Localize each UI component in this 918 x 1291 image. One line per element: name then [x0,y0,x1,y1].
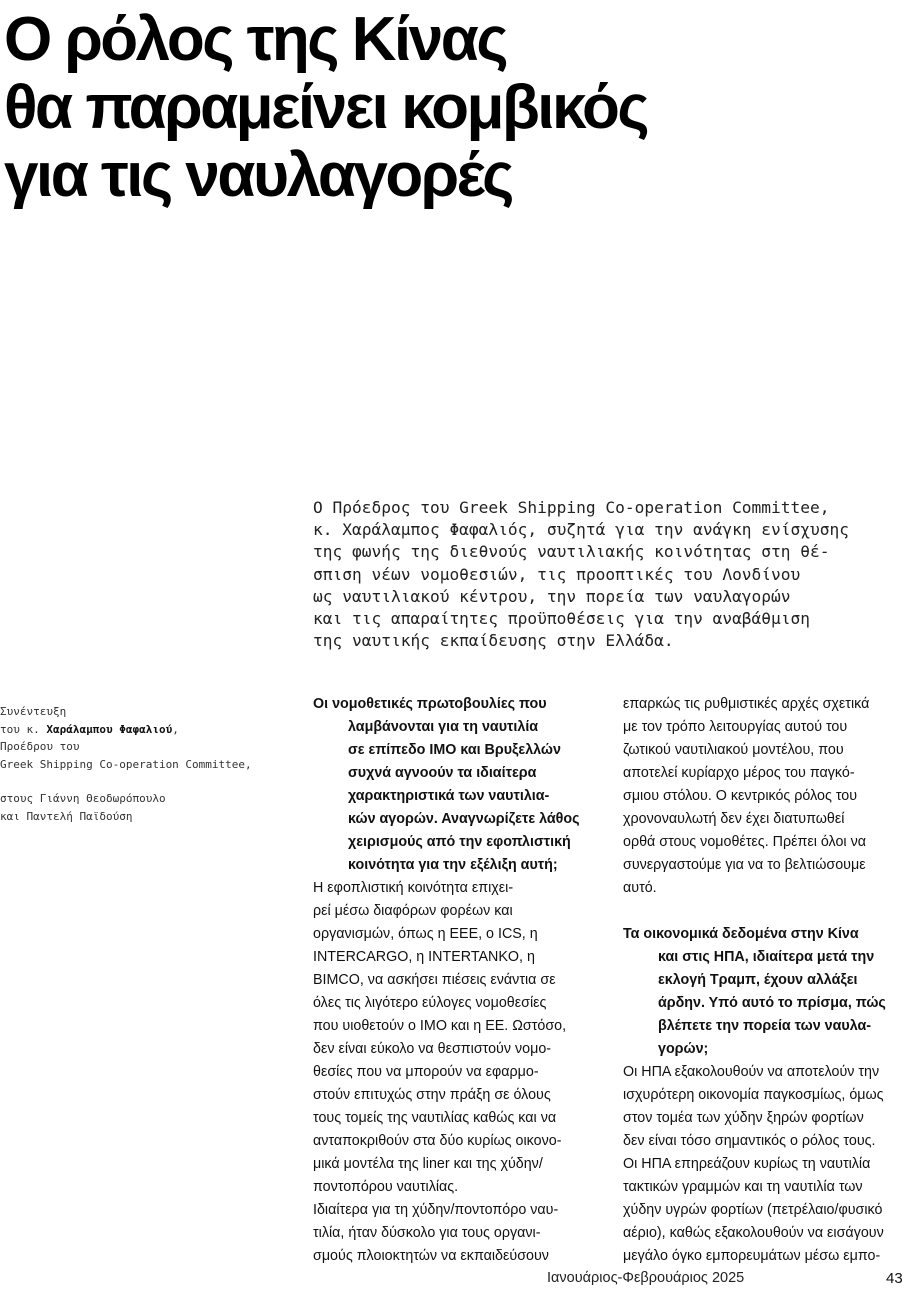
answer-line: μικά μοντέλα της liner και της χύδην/ [313,1156,543,1172]
answer-line: αποτελεί κυρίαρχο μέρος του παγκό- [623,765,855,781]
answer-1 [313,877,601,1199]
headline-line: Ο ρόλος της Κίνας [4,5,507,74]
interview-credits [0,703,290,825]
lede-line: κ. Χαράλαμπος Φαφαλιός, συζητά για την ανάγκη ενίσχυσης [313,520,850,540]
question-line: σε επίπεδο ΙΜΟ και Βρυξελλών [348,742,561,758]
question-line: και στις ΗΠΑ, ιδιαίτερα μετά την [658,949,875,965]
question-line: εκλογή Τραμπ, έχουν αλλάξει [658,972,858,988]
answer-line: τιλία, ήταν δύσκολο για τους οργανι- [313,1225,541,1241]
answer-line: INTERCARGO, η INTERTANKO, η [313,949,535,965]
answer-line: με τον τρόπο λειτουργίας αυτού του [623,719,848,735]
answer-line: ορθά στους νομοθέτες. Πρέπει όλοι να [623,834,866,850]
answer-line: δεν είναι εύκολο να θεσπιστούν νομο- [313,1041,552,1057]
answer-line: τους τομείς της ναυτιλίας καθώς και να [313,1110,557,1126]
answer-line: θεσίες που να μπορούν να εφαρμο- [313,1064,539,1080]
answer-line: τακτικών γραμμών και τη ναυτιλία των [623,1179,863,1195]
question-line: χειρισμούς από την εφοπλιστική [348,834,571,850]
answer-line: αέριο), καθώς εξακολουθούν να εισάγουν [623,1225,884,1241]
answer-line: αυτό. [623,880,657,896]
credits-line: Προέδρου του [0,740,80,753]
answer-line: ζωτικού ναυτιλιακού μοντέλου, που [623,742,844,758]
answer-line: Η εφοπλιστική κοινότητα επιχει- [313,880,514,896]
question-line: κών αγορών. Αναγνωρίζετε λάθος [348,811,580,827]
question-line: άρδην. Υπό αυτό το πρίσμα, πώς [658,995,886,1011]
lede-line: και τις απαραίτητες προϋποθέσεις για την αναβάθμιση [313,609,811,629]
credits-line: στους Γιάννη Θεοδωρόπουλο [0,792,166,805]
answer-line: δεν είναι τόσο σημαντικός ο ρόλος τους. [623,1133,876,1149]
answer-line: μεγάλο όγκο εμπορευμάτων μέσω εμπο- [623,1248,881,1264]
answer-line: Οι ΗΠΑ επηρεάζουν κυρίως τη ναυτιλία [623,1156,871,1172]
answer-line: συνεργαστούμε για να το βελτιώσουμε [623,857,866,873]
answer-line: σμούς πλοιοκτητών να εκπαιδεύσουν [313,1248,549,1264]
credits-gap [0,773,290,790]
answer-line: οργανισμών, όπως η ΕΕΕ, ο ICS, η [313,926,538,942]
answer-line: στούν επιτυχώς στην πράξη σε όλους [313,1087,551,1103]
lede-line: ως ναυτιλιακού κέντρου, την πορεία των ναυλαγορών [313,586,791,606]
question-line: γορών; [658,1041,709,1057]
credits-line: και Παντελή Παϊδούση [0,809,133,823]
answer-line: που υιοθετούν ο ΙΜΟ και η ΕΕ. Ωστόσο, [313,1018,567,1034]
credits-line: του κ. Χαράλαμπου Φαφαλιού, [0,722,179,736]
question-line: Τα οικονομικά δεδομένα στην Κίνα [623,926,859,942]
credits-line: Greek Shipping Co-operation Committee, [0,757,252,771]
lede-line: σπιση νέων νομοθεσιών, τις προοπτικές του Λονδίνου [313,564,801,584]
answer-line: Οι ΗΠΑ εξακολουθούν να αποτελούν την [623,1064,880,1080]
answer-line: ποντοπόρου ναυτιλίας. [313,1179,459,1195]
credits-line: Συνέντευξη [0,705,67,718]
answer-line: επαρκώς τις ρυθμιστικές αρχές σχετικά [623,696,870,712]
question-line: χαρακτηριστικά των ναυτιλια- [348,788,550,804]
answer-line: BIMCO, να ασκήσει πιέσεις ενάντια σε [313,972,556,988]
question-line: λαμβάνονται για τη ναυτιλία [348,719,539,735]
interviewee-name: Χαράλαμπου Φαφαλιού [46,722,173,736]
answer-1-end [623,693,911,900]
headline [4,6,904,210]
page-number: 43 [886,1270,903,1287]
paragraph-gap [623,900,911,923]
answer-line: σμιου στόλου. Ο κεντρικός ρόλος του [623,788,858,804]
answer-line: χρονοναυλωτή δεν έχει διατυπωθεί [623,811,845,827]
headline-line: θα παραμείνει κομβικός [4,73,648,142]
answer-line: στον τομέα των χύδην ξηρών φορτίων [623,1110,864,1126]
headline-line: για τις ναυλαγορές [4,141,512,210]
question-2 [623,923,911,1061]
answer-line: ρεί μέσω διαφόρων φορέων και [313,903,513,919]
question-line: κοινότητα για την εξέλιξη αυτή; [348,857,558,873]
lede-line: της ναυτικής εκπαίδευσης στην Ελλάδα. [313,631,674,651]
answer-line: Ιδιαίτερα για τη χύδην/ποντοπόρο ναυ- [313,1202,559,1218]
lede-paragraph [313,497,905,652]
answer-line: όλες τις λιγότερο εύλογες νομοθεσίες [313,995,547,1011]
issue-date: Ιανουάριος-Φεβρουάριος 2025 [547,1270,745,1286]
answer-line: ανταποκριθούν στα δύο κυρίως οικονο- [313,1133,562,1149]
question-1 [313,693,601,877]
question-line: συχνά αγνοούν τα ιδιαίτερα [348,765,537,781]
answer-2 [623,1061,911,1268]
lede-line: Ο Πρόεδρος του Greek Shipping Co-operation Committee, [313,498,830,517]
question-line: Οι νομοθετικές πρωτοβουλίες που [313,696,547,712]
answer-line: χύδην υγρών φορτίων (πετρέλαιο/φυσικό [623,1202,883,1218]
answer-1-continued [313,1199,601,1268]
lede-line: της φωνής της διεθνούς ναυτιλιακής κοινότητας στη θέ- [313,542,830,562]
text-column-left [313,693,601,1268]
question-line: βλέπετε την πορεία των ναυλα- [658,1018,872,1034]
text-column-right [623,693,911,1268]
answer-line: ισχυρότερη οικονομία παγκοσμίως, όμως [623,1087,884,1103]
